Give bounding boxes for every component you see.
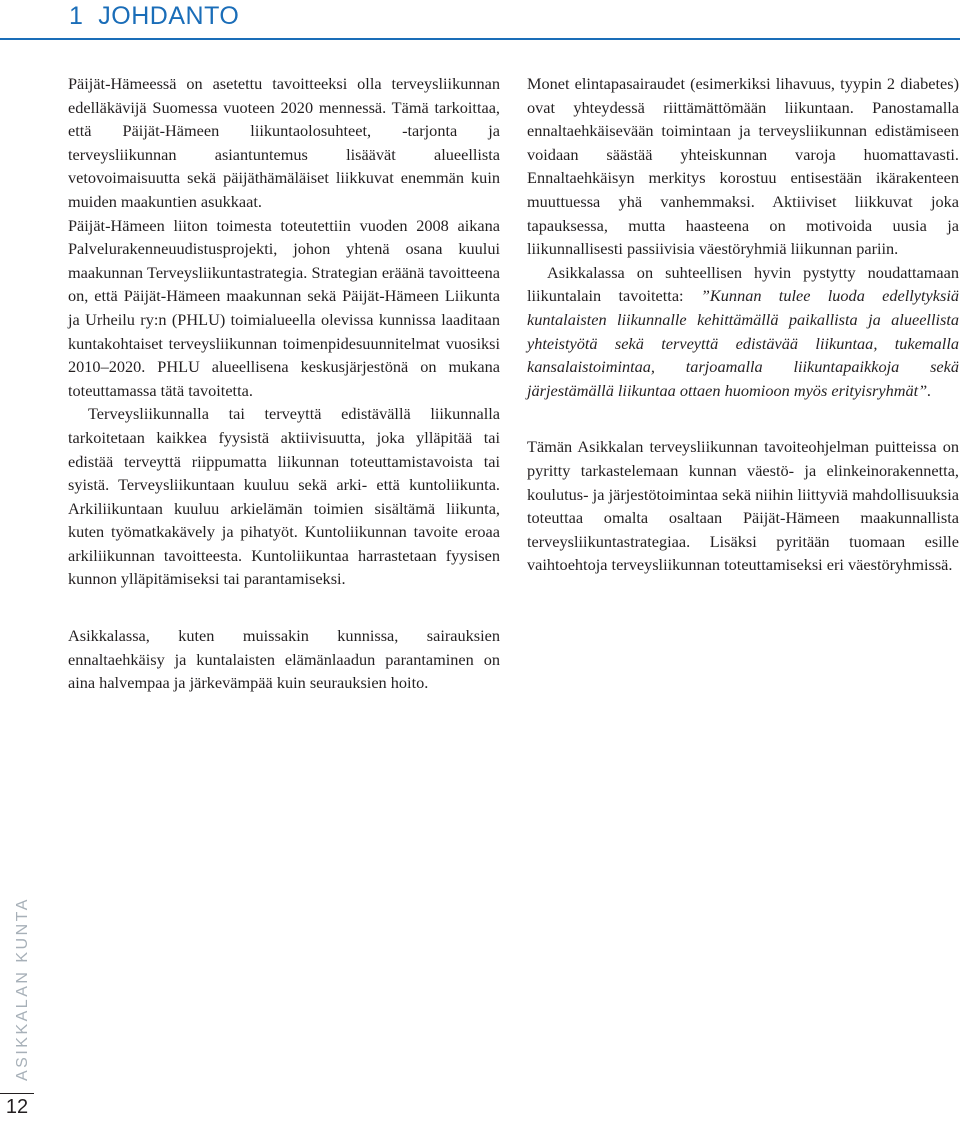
paragraph-4: Asikkalassa, kuten muissakin kunnissa, sairauksien ennaltaehkäisy ja kuntalaisten elämänlaadun parantaminen on aina halvempaa ja järkevämpää kuin seurauksien hoito.	[68, 626, 500, 693]
left-text-column	[68, 72, 500, 695]
paragraph-7: Tämän Asikkalan terveysliikunnan tavoiteohjelman puitteissa on pyritty tarkastelemaan kunnan väestö- ja elinkeinorakennetta, koulutus- ja järjestötoimintaa sekä niihin liittyviä mahdollisuuksia toteuttaa omalta osaltaan Päijät-Hämeen maakunnallista terveysliikuntastrategiaa. Lisäksi pyritään tuomaan esille vaihtoehtoja terveysliikunnan toteuttamiseksi eri väestöryhmissä.	[527, 437, 959, 575]
paragraph-1: Päijät-Hämeessä on asetettu tavoitteeksi olla terveysliikunnan edelläkävijä Suomessa vuoteen 2020 mennessä. Tämä tarkoittaa, että Päijät-Hämeen liikuntaolosuhteet, -tarjonta ja terveysliikunnan asiantuntemus lisäävät alueellista vetovoimaisuutta sekä päijäthämäläiset liikkuvat enemmän kuin muiden maakuntien asukkaat.	[68, 74, 500, 211]
right-text-column	[527, 72, 959, 577]
paragraph-6	[527, 261, 959, 403]
publisher-side-label: ASIKKALAN KUNTA	[14, 897, 31, 1081]
paragraph-5: Monet elintapasairaudet (esimerkiksi lihavuus, tyypin 2 diabetes) ovat yhteydessä riittämättömään liikuntaan. Panostamalla ennaltaehkäisevään toimintaan ja terveysliikunnan edistämiseen voidaan säästää yhteiskunnan varoja huomattavasti. Ennaltaehkäisyn merkitys korostuu entisestään ikärakenteen muuttuessa yhä vanhemmaksi. Aktiiviset liikkuvat joka tapauksessa, mutta haasteena on motivoida uusia ja liikunnallisesti passiivisia väestöryhmiä liikunnan pariin.	[527, 74, 959, 259]
paragraph-2: Päijät-Hämeen liiton toimesta toteutettiin vuoden 2008 aikana Palvelurakenneuudistusprojekti, johon yhtenä osana kuului maakunnan Terveysliikuntastrategia. Strategian eräänä tavoitteena on, että Päijät-Hämeen maakunnan sekä Päijät-Hämeen Liikunta ja Urheilu ry:n (PHLU) toimialueella olevissa kunnissa laaditaan kuntakohtaiset terveysliikunnan toimenpidesuunnitelmat vuosiksi 2010–2020. PHLU alueellisena keskusjärjestönä on mukana toteuttamassa tätä tavoitetta.	[68, 215, 500, 400]
chapter-heading-bar	[0, 0, 960, 40]
chapter-title: 1 JOHDANTO	[69, 2, 240, 30]
law-quote: ”Kunnan tulee luoda edellytyksiä kuntalaisten liikunnalle kehittämällä paikallista ja alueellista yhteistyötä sekä terveyttä edistävää liikuntaa, tukemalla kansalaistoimintaa, tarjoamalla liikuntapaikkoja sekä järjestämällä liikuntaa ottaen huomioon myös erityisryhmät”.	[527, 286, 959, 400]
paragraph-3: Terveysliikunnalla tai terveyttä edistävällä liikunnalla tarkoitetaan kaikkea fyysistä aktiivisuutta, joka ylläpitää tai edistää terveyttä riippumatta liikunnan toteuttamistavoista tai syistä. Terveysliikuntaan kuuluu sekä arki- että kuntoliikunta. Arkiliikuntaan kuuluu arkielämän toimien sisältämä liikunta, kuten työmatkakävely ja pihatyöt. Kuntoliikunnan tavoite eroaa arkiliikunnan tavoitteesta. Kuntoliikuntaa harrastetaan fyysisen kunnon ylläpitämiseksi tai parantamiseksi.	[68, 404, 500, 589]
page-number: 12	[0, 1093, 34, 1121]
paragraph-6-lead: Asikkalassa on suhteellisen hyvin pystytty noudattamaan liikuntalain tavoitetta:	[527, 262, 959, 306]
